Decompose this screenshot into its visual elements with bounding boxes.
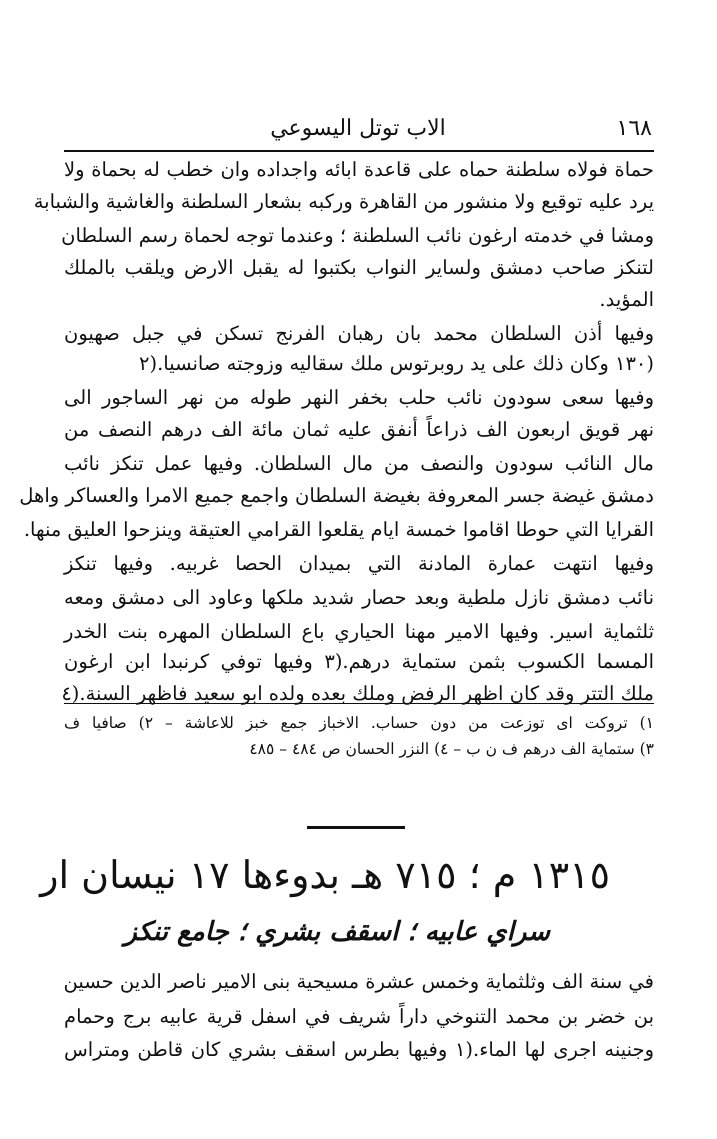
footnote-line: ٣) ستماية الف درهم ف ن ب – ٤) النزر الحسان ص ٤٨٤ – ٤٨٥ <box>249 740 654 758</box>
body-line: المؤيد. <box>599 288 654 311</box>
body-line: وفيها سعى سودون نائب حلب بخفر النهر طوله من نهر الساجور الى <box>64 386 654 409</box>
body-line: ملك التتر وقد كان اظهر الرفض وملك بعده ولده ابو سعيد فاظهر السنة.(٤ <box>61 682 654 705</box>
body-line: وفيها أذن السلطان محمد بان رهبان الفرنج تسكن في جبل صهيون <box>64 322 654 345</box>
running-title: الاب توتل اليسوعي <box>270 116 446 141</box>
body-line: القرايا التي حوطا اقاموا خمسة ايام يقلعوا القرامي العتيقة وينزحوا العليق منها. <box>23 518 654 541</box>
section-line: في سنة الف وثلثماية وخمس عشرة مسيحية بنى الامير ناصر الدين حسين <box>63 970 654 993</box>
body-line: يرد عليه توقيع ولا منشور من القاهرة وركبه بشعار السلطنة والغاشية والشبابة <box>33 190 654 213</box>
body-line: لتنكز صاحب دمشق ولساير النواب بكتبوا له يقبل الارض ويلقب بالملك <box>64 256 654 279</box>
page-number: ١٦٨ <box>616 116 652 141</box>
body-line: ومشا في خدمته ارغون نائب السلطنة ؛ وعندما توجه لحماة رسم السلطان <box>61 224 654 247</box>
footnote-line: ١) تروكت اى توزعت من دون حساب. الاخباز جمع خبز للاعاشة – ٢) صافيا ف <box>64 714 654 732</box>
body-line: وفيها انتهت عمارة المادنة التي بميدان الحصا غربيه. وفيها تنكز <box>64 552 654 575</box>
section-subtitle: سراي عابيه ؛ اسقف بشري ؛ جامع تنكز <box>124 917 550 947</box>
body-line: (١٣٠ وكان ذلك على يد روبرتوس ملك سقاليه وزوجته صانسيا.(٢ <box>138 352 654 375</box>
body-line: نائب دمشق نازل ملطية وبعد حصار شديد ملكها وعاود الى دمشق ومعه <box>64 586 654 609</box>
section-separator <box>307 826 405 829</box>
body-line: دمشق غيضة جسر المعروفة بغيضة السلطان واجمع جميع الامرا والعساكر واهل <box>19 484 654 507</box>
header-rule <box>64 150 654 152</box>
page-header <box>64 116 652 150</box>
section-title: ١٣١٥ م ؛ ٧١٥ هـ بدوءها ١٧ نيسان ار <box>40 853 610 897</box>
body-line: نهر قويق اربعون الف ذراعاً أنفق عليه ثمان مائة الف درهم النصف من <box>64 418 654 441</box>
body-line: المسما الكسوب بثمن ستماية درهم.(٣ وفيها توفي كرنبدا ابن ارغون <box>64 650 654 673</box>
footnote-rule <box>64 703 654 704</box>
body-line: ثلثماية اسير. وفيها الامير مهنا الحياري باع السلطان المهره بنت الخدر <box>64 620 654 643</box>
body-line: حماة فولاه سلطنة حماه على قاعدة ابائه واجداده وان خطب له بحماة ولا <box>64 158 654 181</box>
section-line: بن خضر بن محمد التنوخي داراً شريف في اسفل قرية عابيه برج وحمام <box>64 1005 654 1028</box>
body-line: مال النائب سودون والنصف من مال السلطان. وفيها عمل تنكز نائب <box>64 452 654 475</box>
section-line: وجنينه اجرى لها الماء.(١ وفيها بطرس اسقف بشري كان قاطن ومتراس <box>64 1038 654 1061</box>
